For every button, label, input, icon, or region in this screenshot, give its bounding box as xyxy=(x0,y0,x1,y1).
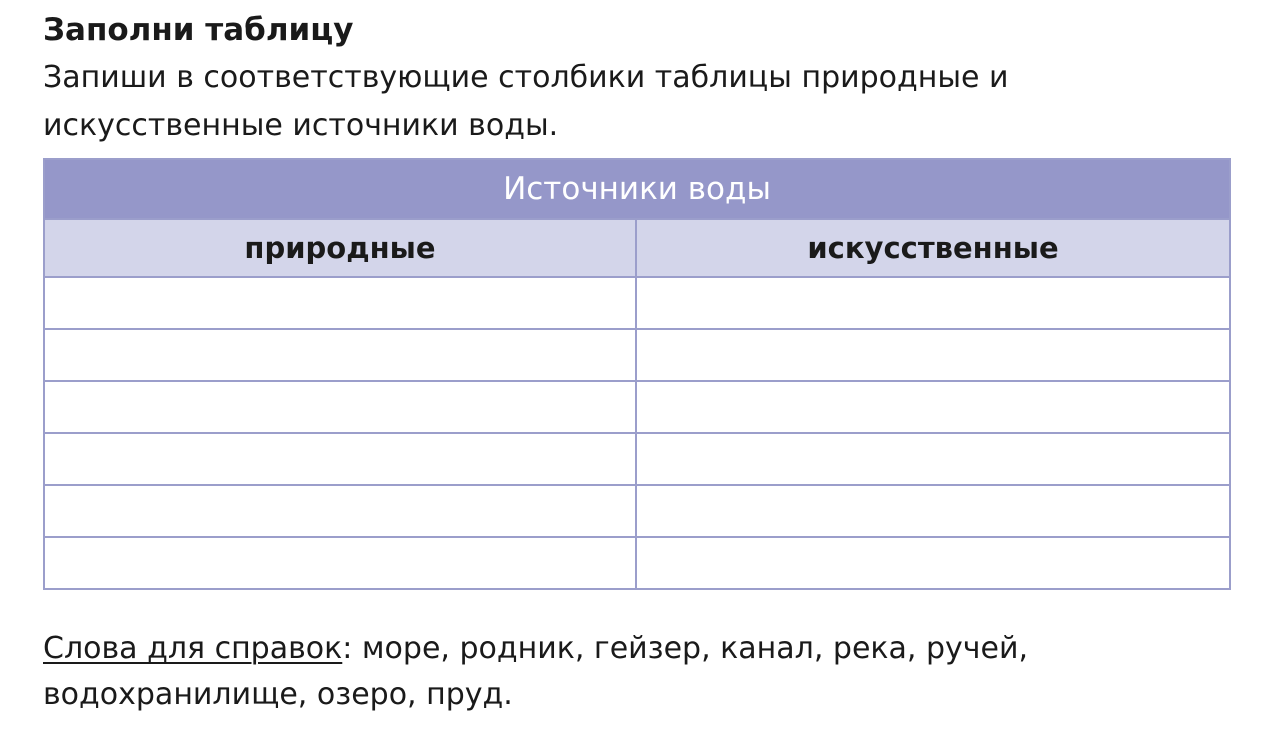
table-title: Источники воды xyxy=(44,159,1230,219)
reference-words-separator: : xyxy=(342,631,353,666)
task-instruction: Запиши в соответствующие столбики таблицы природные и искусственные источники воды. xyxy=(43,60,1009,143)
table-row xyxy=(44,329,1230,381)
artificial-cell[interactable] xyxy=(636,381,1230,433)
natural-cell[interactable] xyxy=(44,537,636,589)
table-row xyxy=(44,277,1230,329)
table-row xyxy=(44,381,1230,433)
table-body xyxy=(44,277,1230,589)
natural-cell[interactable] xyxy=(44,381,636,433)
reference-words xyxy=(43,626,1229,718)
table-row xyxy=(44,537,1230,589)
column-header-artificial: искусственные xyxy=(636,219,1230,277)
natural-cell[interactable] xyxy=(44,433,636,485)
artificial-cell[interactable] xyxy=(636,277,1230,329)
column-header-natural: природные xyxy=(44,219,636,277)
artificial-cell[interactable] xyxy=(636,433,1230,485)
artificial-cell[interactable] xyxy=(636,329,1230,381)
water-sources-table xyxy=(43,158,1231,590)
natural-cell[interactable] xyxy=(44,277,636,329)
task-title: Заполни таблицу xyxy=(43,12,354,48)
artificial-cell[interactable] xyxy=(636,537,1230,589)
natural-cell[interactable] xyxy=(44,485,636,537)
reference-words-label: Слова для справок xyxy=(43,631,343,666)
table-row xyxy=(44,485,1230,537)
natural-cell[interactable] xyxy=(44,329,636,381)
artificial-cell[interactable] xyxy=(636,485,1230,537)
reference-words-list: море, родник, гейзер, канал, река, ручей, водохранилище, озеро, пруд. xyxy=(43,631,1029,712)
table-row xyxy=(44,433,1230,485)
